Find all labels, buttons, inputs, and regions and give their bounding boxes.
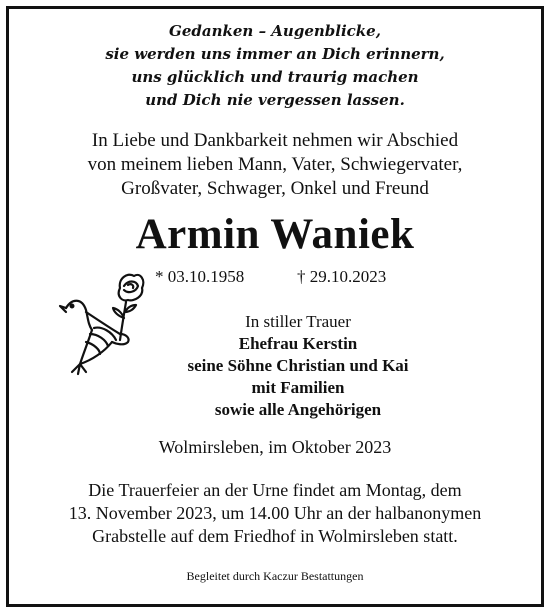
- farewell-intro: [0, 129, 550, 201]
- mourner-line: seine Söhne Christian und Kai: [187, 356, 409, 375]
- poem: [0, 20, 550, 112]
- poem-line: Gedanken – Augenblicke,: [169, 22, 381, 40]
- poem-line: und Dich nie vergessen lassen.: [145, 91, 405, 109]
- mourners-heading: In stiller Trauer: [245, 312, 351, 331]
- poem-line: sie werden uns immer an Dich erinnern,: [105, 45, 445, 63]
- mourner-line: sowie alle Angehörigen: [214, 400, 382, 419]
- intro-line: In Liebe und Dankbarkeit nehmen wir Abschied: [91, 130, 459, 151]
- mourners-list: [120, 311, 476, 421]
- ceremony-line: Grabstelle auf dem Friedhof in Wolmirsleben statt.: [92, 526, 458, 546]
- intro-line: Großvater, Schwager, Onkel und Freund: [121, 178, 429, 199]
- undertaker-credit: Begleitet durch Kaczur Bestattungen: [186, 569, 364, 583]
- ceremony-info: [0, 479, 550, 548]
- birth-date: * 03.10.1958: [155, 267, 245, 286]
- mourner-line: mit Familien: [251, 378, 345, 397]
- death-date: † 29.10.2023: [297, 267, 387, 286]
- mourner-line: Ehefrau Kerstin: [238, 334, 358, 353]
- ceremony-line: 13. November 2023, um 14.00 Uhr an der halbanonymen: [68, 503, 482, 523]
- poem-line: uns glücklich und traurig machen: [131, 68, 419, 86]
- deceased-name: Armin Waniek: [135, 211, 415, 258]
- ceremony-line: Die Trauerfeier an der Urne findet am Montag, dem: [88, 480, 462, 500]
- intro-line: von meinem lieben Mann, Vater, Schwiegervater,: [87, 154, 463, 175]
- place-date: Wolmirsleben, im Oktober 2023: [158, 437, 392, 457]
